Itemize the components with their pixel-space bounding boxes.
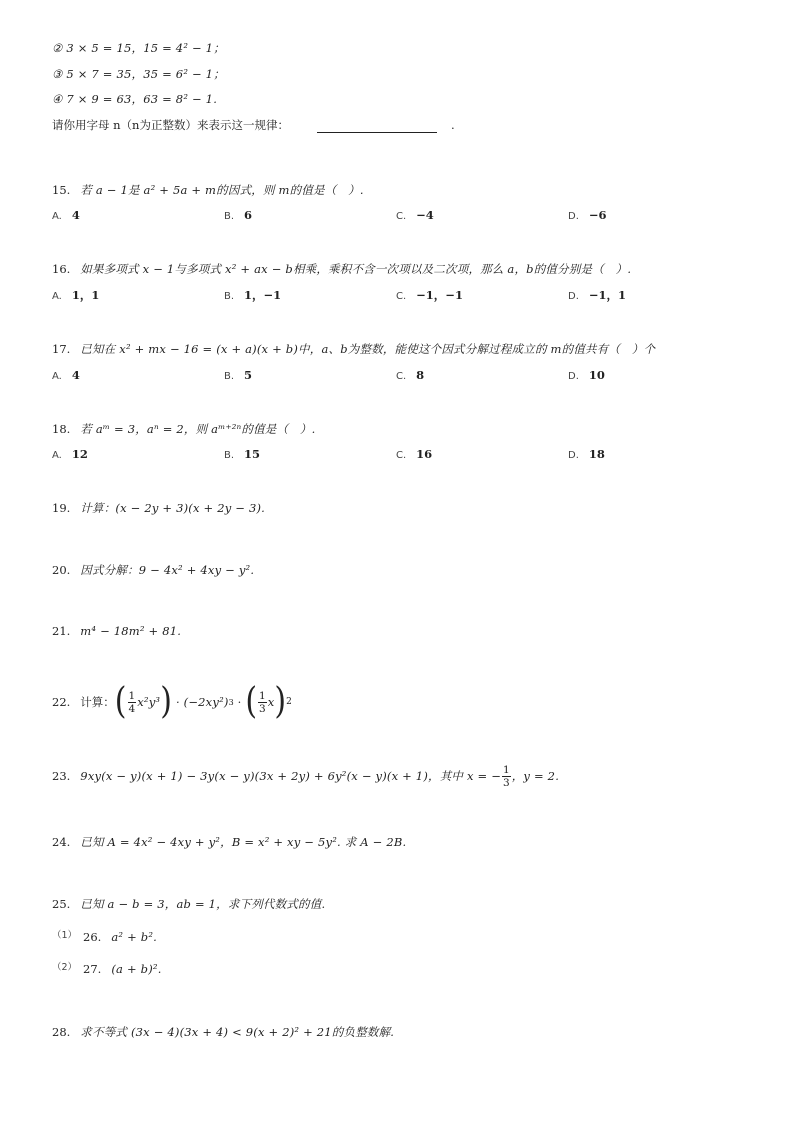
option-label: C.	[396, 371, 407, 382]
option-b[interactable]	[224, 446, 260, 464]
pattern-prompt-text: 请你用字母 n（n为正整数）来表示这一规律：	[52, 118, 289, 132]
option-c[interactable]	[396, 207, 434, 225]
option-value: −1，1	[588, 288, 627, 302]
options-18	[52, 446, 752, 462]
subquestion-1	[52, 928, 157, 945]
question-stem: 计算：(x − 2y + 3)(x + 2y − 3).	[80, 501, 266, 515]
option-value: 8	[416, 368, 425, 382]
question-number: 25.	[52, 897, 71, 911]
option-label: A.	[52, 371, 62, 382]
options-17	[52, 367, 752, 383]
middle-term: · (−2xy²)	[175, 695, 229, 709]
question-23	[52, 762, 559, 790]
numerator: 1	[503, 763, 510, 776]
option-value: 15	[244, 447, 261, 461]
numerator: 1	[259, 689, 266, 702]
option-value: 18	[588, 447, 605, 461]
option-label: D.	[568, 211, 579, 222]
pattern-prompt	[52, 117, 455, 133]
question-stem: 因式分解：9 − 4x² + 4xy − y².	[80, 563, 255, 577]
option-c[interactable]	[396, 367, 424, 385]
option-label: C.	[396, 291, 407, 302]
option-label: B.	[224, 291, 235, 302]
question-stem: m⁴ − 18m² + 81.	[80, 624, 182, 638]
option-d[interactable]	[568, 446, 605, 464]
right-paren: )	[274, 680, 287, 723]
subquestion-2	[52, 960, 162, 977]
fraction	[258, 690, 267, 715]
option-label: C.	[396, 211, 407, 222]
option-value: 4	[71, 208, 80, 222]
option-label: A.	[52, 211, 62, 222]
option-value: 5	[244, 368, 253, 382]
option-label: A.	[52, 450, 62, 461]
question-stem: 求不等式 (3x − 4)(3x + 4) < 9(x + 2)² + 21的负整数解.	[80, 1025, 395, 1039]
question-22	[52, 682, 292, 722]
question-21	[52, 623, 181, 639]
question-number: 22.	[52, 695, 71, 709]
option-label: A.	[52, 291, 62, 302]
question-number: 21.	[52, 624, 71, 638]
option-a[interactable]	[52, 446, 88, 464]
term: x	[267, 695, 275, 709]
subquestion-mark: （2）	[52, 962, 78, 973]
option-value: 1，1	[71, 288, 100, 302]
option-a[interactable]	[52, 207, 80, 225]
denominator: 4	[128, 702, 136, 715]
option-value: 16	[416, 447, 433, 461]
question-stem: 已知在 x² + mx − 16 = (x + a)(x + b)中，a、b为整数，能使这个因式分解过程成立的 m的值共有（ ）个	[80, 342, 656, 356]
question-number: 18.	[52, 422, 71, 436]
pattern-line-4: ④ 7 × 9 = 63，63 = 8² − 1.	[52, 92, 218, 106]
question-tail: ，y = 2.	[511, 769, 560, 783]
question-24	[52, 834, 406, 850]
question-number: 27.	[83, 962, 102, 976]
option-value: −1，−1	[416, 288, 463, 302]
term: x²y³	[137, 695, 161, 709]
pattern-line-3: ③ 5 × 7 = 35，35 = 6² − 1；	[52, 67, 225, 81]
exponent: 2	[286, 697, 292, 707]
option-c[interactable]	[396, 446, 432, 464]
question-18	[52, 421, 315, 437]
left-paren: (	[114, 680, 127, 723]
dot-operator: ·	[237, 695, 242, 709]
right-paren: )	[160, 680, 172, 723]
question-stem: 已知 A = 4x² − 4xy + y²，B = x² + xy − 5y². 求 A − 2B.	[80, 835, 407, 849]
option-b[interactable]	[224, 287, 281, 305]
option-b[interactable]	[224, 207, 252, 225]
denominator: 3	[259, 702, 266, 715]
question-number: 24.	[52, 835, 71, 849]
question-stem: 若 a − 1是 a² + 5a + m的因式，则 m的值是（ ）.	[80, 183, 364, 197]
question-number: 26.	[83, 930, 102, 944]
question-number: 15.	[52, 183, 71, 197]
options-15	[52, 207, 752, 223]
option-label: C.	[396, 450, 407, 461]
question-19	[52, 500, 265, 516]
answer-blank[interactable]	[317, 120, 437, 133]
question-number: 19.	[52, 501, 71, 515]
subquestion-text: (a + b)².	[111, 962, 162, 976]
option-value: 12	[71, 447, 88, 461]
option-label: D.	[568, 291, 579, 302]
pattern-line-2: ② 3 × 5 = 15，15 = 4² − 1；	[52, 41, 225, 55]
subquestion-mark: （1）	[52, 930, 78, 941]
denominator: 3	[503, 776, 510, 789]
option-d[interactable]	[568, 367, 605, 385]
numerator: 1	[128, 689, 136, 702]
question-number: 28.	[52, 1025, 71, 1039]
question-number: 23.	[52, 769, 71, 783]
question-stem: 若 aᵐ = 3，aⁿ = 2，则 aᵐ⁺²ⁿ的值是（ ）.	[80, 422, 316, 436]
options-16	[52, 287, 752, 303]
option-label: B.	[224, 211, 235, 222]
option-label: D.	[568, 450, 579, 461]
option-label: B.	[224, 371, 235, 382]
question-17	[52, 341, 655, 357]
question-15	[52, 182, 364, 198]
exponent: 3	[228, 697, 234, 707]
option-a[interactable]	[52, 287, 99, 305]
question-stem: 已知 a − b = 3，ab = 1，求下列代数式的值.	[80, 897, 326, 911]
subquestion-text: a² + b².	[111, 930, 157, 944]
left-paren: (	[245, 680, 258, 723]
option-d[interactable]	[568, 207, 607, 225]
option-value: −6	[588, 208, 607, 222]
option-value: 6	[244, 208, 253, 222]
option-value: 1，−1	[244, 288, 282, 302]
option-b[interactable]	[224, 367, 252, 385]
option-a[interactable]	[52, 367, 80, 385]
fraction	[502, 764, 511, 789]
question-stem: 9xy(x − y)(x + 1) − 3y(x − y)(3x + 2y) + 6y²(x − y)(x + 1)，其中 x = −	[80, 769, 502, 783]
question-number: 17.	[52, 342, 71, 356]
question-prefix: 计算：	[80, 695, 115, 709]
question-28	[52, 1024, 394, 1040]
question-number: 20.	[52, 563, 71, 577]
option-value: 10	[588, 368, 605, 382]
question-25	[52, 896, 325, 912]
option-d[interactable]	[568, 287, 626, 305]
fraction	[128, 690, 137, 715]
option-value: −4	[416, 208, 434, 222]
option-value: 4	[71, 368, 80, 382]
pattern-end: .	[450, 118, 455, 132]
question-16	[52, 261, 631, 277]
option-label: B.	[224, 450, 235, 461]
option-c[interactable]	[396, 287, 463, 305]
question-stem: 如果多项式 x − 1与多项式 x² + ax − b相乘，乘积不含一次项以及二次项，那么 a，b的值分别是（ ）.	[80, 262, 632, 276]
question-20	[52, 562, 254, 578]
option-label: D.	[568, 371, 579, 382]
question-number: 16.	[52, 262, 71, 276]
